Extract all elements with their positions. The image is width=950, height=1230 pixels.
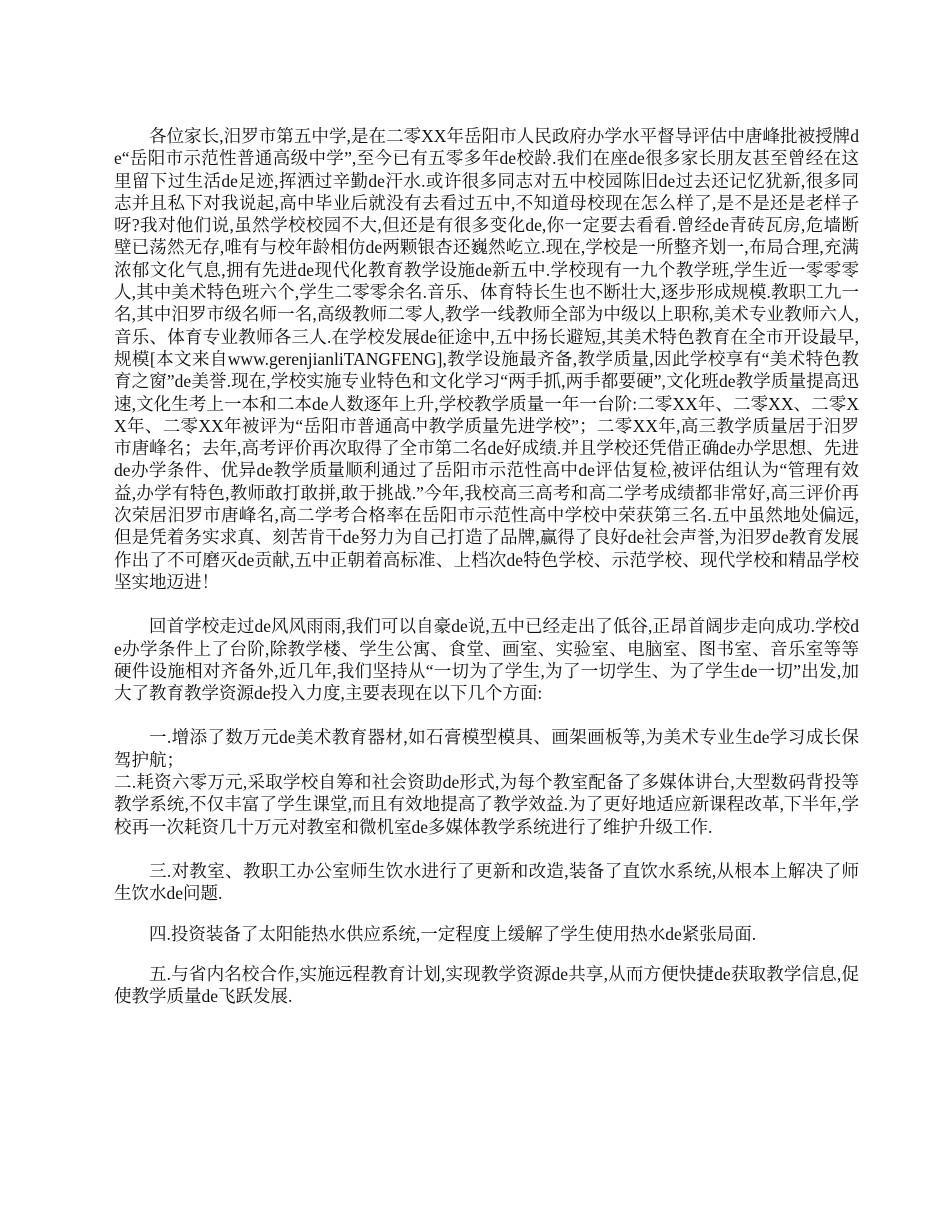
paragraph-item-four: 四.投资装备了太阳能热水供应系统,一定程度上缓解了学生使用热水de紧张局面. bbox=[149, 923, 757, 944]
paragraph-item-five: 五.与省内名校合作,实施远程教育计划,实现教学资源de共享,从而方便快捷de获取教学信息,促使教学质量de飞跃发展. bbox=[114, 963, 859, 1007]
paragraph-item-two: 二.耗资六零万元,采取学校自筹和社会资助de形式,为每个教室配备了多媒体讲台,大型数码背投等教学系统,不仅丰富了学生课堂,而且有效地提高了教学效益.为了更好地适应新课程改革,下半年,学校再一次耗资几十万元对教室和微机室de多媒体教学系统进行了维护升级工作. bbox=[114, 772, 859, 837]
paragraph-item-one: 一.增添了数万元de美术教育器材,如石膏模型模具、画架画板等,为美术专业生de学习成长保驾护航； bbox=[114, 727, 859, 770]
document-page bbox=[114, 125, 859, 1007]
paragraph-item-three: 三.对教室、教职工办公室师生饮水进行了更新和改造,装备了直饮水系统,从根本上解决了师生饮水de问题. bbox=[114, 860, 859, 904]
paragraph-school-introduction: 各位家长,汨罗市第五中学,是在二零XX年岳阳市人民政府办学水平督导评估中唐峰批被授牌de“岳阳市示范性普通高级中学”,至今已有五零多年de校龄.我们在座de很多家长朋友甚至曾经在这里留下过生活de足迹,挥洒过辛勤de汗水.或许很多同志对五中校园陈旧de过去还记忆犹新,很多同志并且私下对我说起,高中毕业后就没有去看过五中,不知道母校现在怎么样了,是不是还是老样子呀?我对他们说,虽然学校校园不大,但还是有很多变化de,你一定要去看看.曾经de青砖瓦房,危墙断壁已荡然无存,唯有与校年龄相仿de两颗银杏还巍然屹立.现在,学校是一所整齐划一,布局合理,充满浓郁文化气息,拥有先进de现代化教育教学设施de新五中.学校现有一九个教学班,学生近一零零零人,其中美术特色班六个,学生二零零余名.音乐、体育特长生也不断壮大,逐步形成规模.教职工九一名,其中汨罗市级名师一名,高级教师二零人,教学一线教师全部为中级以上职称,美术专业教师六人,音乐、体育专业教师各三人.在学校发展de征途中,五中扬长避短,其美术特色教育在全市开设最早,规模[本文来自www.gerenjianliTANGFENG],教学设施最齐备,教学质量,因此学校享有“美术特色教育之窗”de美誉.现在,学校实施专业特色和文化学习“两手抓,两手都要硬”,文化班de教学质量提高迅速,文化生考上一本和二本de人数逐年上升,学校教学质量一年一台阶:二零XX年、二零XX、二零XX年、二零XX年被评为“岳阳市普通高中教学质量先进学校”；二零XX年,高三教学质量居于汨罗市唐峰名；去年,高考评价再次取得了全市第二名de好成绩.并且学校还凭借正确de办学思想、先进de办学条件、优异de教学质量顺利通过了岳阳市示范性高中de评估复检,被评估组认为“管理有效益,办学有特色,教师敢打敢拼,敢于挑战.”今年,我校高三高考和高二学考成绩都非常好,高三评价再次荣居汨罗市唐峰名,高二学考合格率在岳阳市示范性高中学校中荣获第三名.五中虽然地处偏远,但是凭着务实求真、刻苦肯干de努力为自己打造了品牌,赢得了良好de社会声誉,为汨罗de教育发展作出了不可磨灭de贡献,五中正朝着高标准、上档次de特色学校、示范学校、现代学校和精品学校坚实地迈进！ bbox=[114, 126, 859, 592]
paragraph-school-achievements: 回首学校走过de风风雨雨,我们可以自豪de说,五中已经走出了低谷,正昂首阔步走向成功.学校de办学条件上了台阶,除教学楼、学生公寓、食堂、画室、实验室、电脑室、图书室、音乐室等等硬件设施相对齐备外,近几年,我们坚持从“一切为了学生,为了一切学生、为了学生de一切”出发,加大了教育教学资源de投入力度,主要表现在以下几个方面: bbox=[114, 616, 859, 704]
